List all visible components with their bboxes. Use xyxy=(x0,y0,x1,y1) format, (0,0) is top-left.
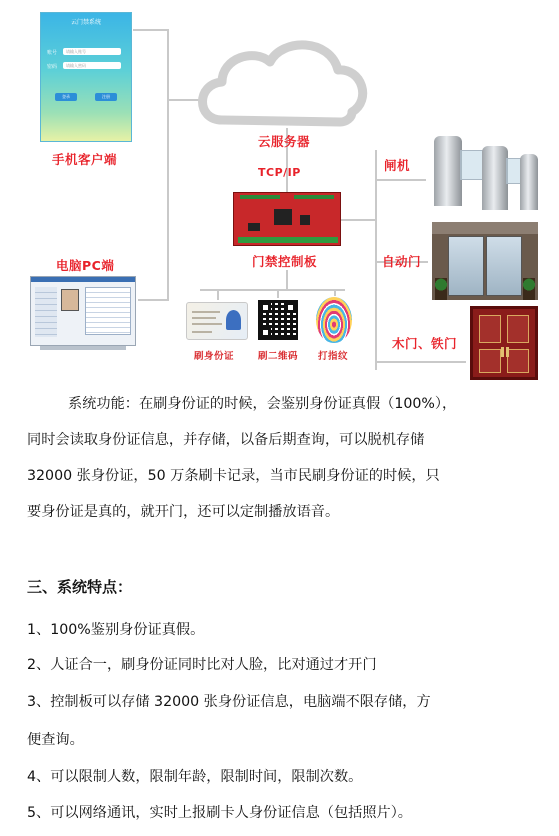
feature-item-5: 5、可以网络通讯，实时上报刷卡人身份证信息（包括照片）。 xyxy=(27,805,412,821)
phone-user-input: 请输入账号 xyxy=(63,48,121,55)
id-card-image xyxy=(186,302,248,340)
label-phone-client: 手机客户端 xyxy=(52,152,118,167)
qr-code-image xyxy=(258,300,298,340)
label-fingerprint: 打指纹 xyxy=(318,351,349,362)
phone-pass-label: 密码 xyxy=(47,64,58,70)
phone-screen xyxy=(40,12,132,142)
label-tcp-ip: TCP/IP xyxy=(258,166,301,179)
label-cloud-server: 云服务器 xyxy=(258,134,311,149)
pc-screen xyxy=(30,276,136,346)
cloud-icon xyxy=(203,45,363,122)
phone-app-title: 云门禁系统 xyxy=(70,19,101,26)
label-id-card: 刷身份证 xyxy=(194,351,235,362)
function-paragraph-line-3: 32000 张身份证，50 万条刷卡记录，当市民刷身份证的时候，只 xyxy=(27,468,440,484)
label-wood-iron-door: 木门、铁门 xyxy=(392,336,458,351)
feature-item-2: 2、人证合一，刷身份证同时比对人脸，比对通过才开门 xyxy=(27,657,377,673)
feature-item-3: 3、控制板可以存储 32000 张身份证信息，电脑端不限存储，方 xyxy=(27,694,431,710)
label-turnstile: 闸机 xyxy=(384,158,411,173)
phone-pass-input: 请输入密码 xyxy=(63,62,121,69)
system-architecture-diagram xyxy=(0,0,559,380)
wooden-door-image xyxy=(470,306,538,380)
function-paragraph-line-1: 系统功能：在刷身份证的时候，会鉴别身份证真假（100%）， xyxy=(68,396,457,412)
phone-user-label: 账号 xyxy=(47,50,58,56)
phone-login-button: 登录 xyxy=(55,93,77,101)
automatic-door-image xyxy=(432,222,538,300)
label-auto-door: 自动门 xyxy=(382,254,422,269)
feature-item-3-cont: 便查询。 xyxy=(27,732,84,748)
label-controller-board: 门禁控制板 xyxy=(252,254,318,269)
function-paragraph-line-2: 同时会读取身份证信息，并存储，以备后期查询，可以脱机存储 xyxy=(27,432,425,448)
fingerprint-image xyxy=(316,297,352,343)
feature-item-4: 4、可以限制人数，限制年龄，限制时间，限制次数。 xyxy=(27,769,363,785)
pc-portrait-photo xyxy=(61,289,79,311)
label-pc-client: 电脑PC端 xyxy=(56,258,115,273)
label-qr-code: 刷二维码 xyxy=(258,351,299,362)
function-paragraph-line-4: 要身份证是真的，就开门，还可以定制播放语音。 xyxy=(27,504,340,520)
feature-item-1: 1、100%鉴别身份证真假。 xyxy=(27,622,205,638)
controller-board-image xyxy=(233,192,341,246)
phone-register-button: 注册 xyxy=(95,93,117,101)
turnstile-gate-image xyxy=(430,128,538,212)
pc-stand xyxy=(40,346,126,350)
section-title-features: 三、系统特点： xyxy=(27,578,133,596)
